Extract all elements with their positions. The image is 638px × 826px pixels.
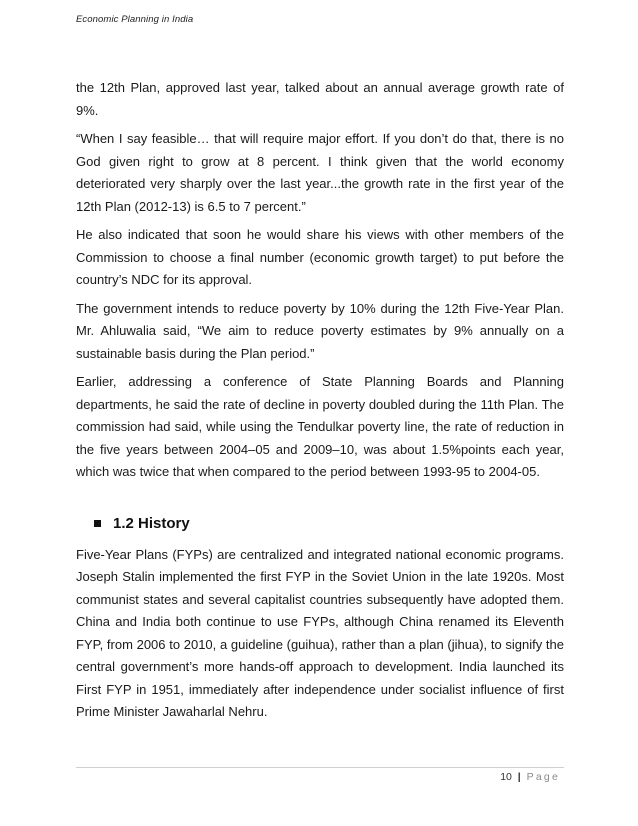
running-header: Economic Planning in India — [76, 14, 194, 25]
footer-separator: | — [517, 771, 521, 783]
page-body — [76, 77, 564, 730]
page-footer — [500, 771, 560, 783]
paragraph: The government intends to reduce poverty by 10% during the 12th Five-Year Plan. Mr. Ahluwalia said, “We aim to reduce poverty estimates by 9% annually on a sustainable basis during the Plan period.” — [76, 300, 564, 361]
paragraph: Five-Year Plans (FYPs) are centralized and integrated national economic programs. Joseph Stalin implemented the first FYP in the Soviet Union in the late 1920s. Most communist states and several capitalist countries subsequently have adopted them. China and India both continue to use FYPs, although China renamed its Eleventh FYP, from 2006 to 2010, a guideline (guihua), rather than a plan (jihua), to signify the central government’s more hands-off approach to development. India launched its First FYP in 1951, immediately after independence under socialist influence of first Prime Minister Jawaharlal Nehru. — [76, 546, 564, 719]
paragraph: Earlier, addressing a conference of State Planning Boards and Planning departments, he said the rate of decline in poverty doubled during the 11th Plan. The commission had said, while using the Tendulkar poverty line, the rate of reduction in the five years between 2004–05 and 2009–10, was about 1.5%points each year, which was twice that when compared to the period between 1993-95 to 2004-05. — [76, 374, 564, 479]
page-label: Page — [526, 771, 560, 783]
section-heading — [94, 514, 564, 534]
paragraph: He also indicated that soon he would share his views with other members of the Commission to choose a final number (economic growth target) to put before the country’s NDC for its approval. — [76, 227, 564, 287]
section-heading-text: 1.2 History — [113, 514, 190, 532]
page-number: 10 — [500, 771, 512, 783]
paragraph: the 12th Plan, approved last year, talked about an annual average growth rate of 9%. — [76, 80, 564, 118]
footer-divider — [76, 767, 564, 768]
square-bullet-icon — [94, 520, 101, 527]
paragraph: “When I say feasible… that will require major effort. If you don’t do that, there is no God given right to grow at 8 percent. I think given that the world economy deteriorated very sharply over the last year...the growth rate in the first year of the 12th Plan (2012-13) is 6.5 to 7 percent.” — [76, 131, 564, 214]
